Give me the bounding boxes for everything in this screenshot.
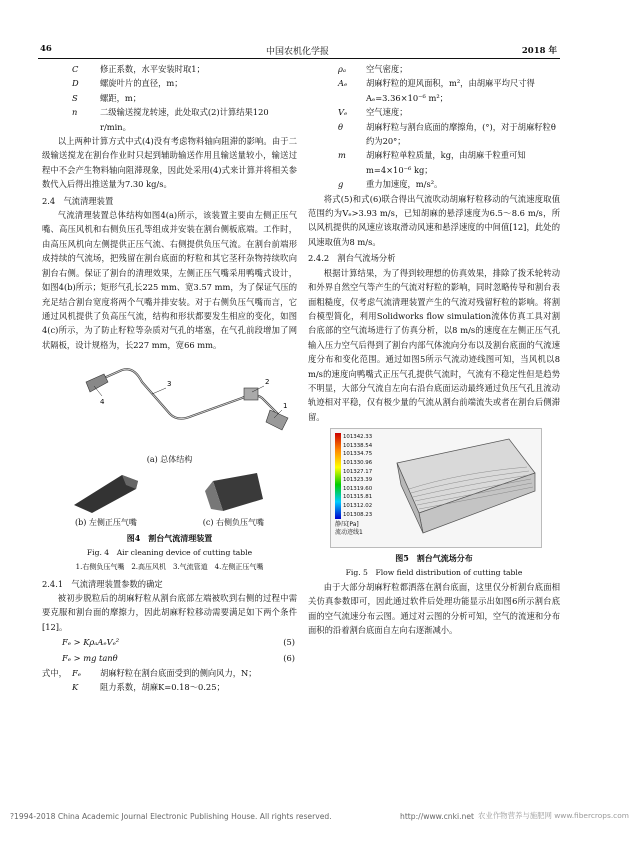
definition-item — [42, 105, 297, 134]
footer-url[interactable]: http://www.cnki.net — [400, 812, 474, 821]
header-rule — [38, 58, 560, 59]
equation-text: Fₑ > mg tanθ — [62, 652, 118, 663]
symbol: m — [338, 150, 346, 161]
where-label: 式中， — [42, 668, 67, 678]
definition-text: 二级输送搅龙转速，此处取式(2)计算结果120 r/min。 — [100, 107, 269, 132]
subcaption-row — [42, 515, 297, 530]
figure-title-en: Fig. 5 Flow field distribution of cutting table — [345, 567, 523, 577]
symbol: D — [72, 78, 79, 89]
trace-label: 流动迹线1 — [335, 529, 363, 537]
figure-title-en: Fig. 4 Air cleaning device of cutting table — [86, 547, 253, 557]
figure-4 — [42, 356, 297, 574]
left-nozzle-drawing — [66, 469, 146, 515]
figure-5 — [308, 428, 560, 580]
part-label: 2 — [265, 378, 270, 387]
watermark: 农业作物营养与施肥网 www.fibercrops.com — [478, 811, 629, 820]
scale-values — [343, 433, 372, 519]
page-number: 46 — [40, 44, 52, 54]
pressure-legend — [335, 433, 372, 519]
equation-number: (6) — [283, 652, 295, 663]
part-label: 3 — [167, 380, 172, 389]
definition-text: 螺距，m； — [100, 92, 142, 103]
definition-item — [308, 62, 560, 76]
definition-item — [42, 666, 297, 680]
left-nozzle — [86, 374, 108, 392]
definition-item — [308, 120, 560, 149]
scale-value: 101330.96 — [343, 459, 373, 466]
scale-value: 101342.33 — [343, 434, 373, 441]
paragraph: 由于大部分胡麻籽粒都洒落在割台底面，这里仅分析割台底面相关仿真参数即可，因此通过软件后处理功能显示出如图6所示割台底面的空气流速分布云图。通过对云图的分析可知，空气的流速和分布面积的沿着割台底面自左向右逐渐减小。 — [308, 581, 560, 636]
header-flow-field — [389, 433, 539, 543]
definition-item — [42, 76, 297, 90]
symbol: S — [72, 92, 78, 103]
definition-text: 阻力系数，胡麻K=0.18～0.25； — [100, 682, 225, 693]
figure-subcaption: (a) 总体结构 — [146, 454, 193, 464]
definition-text: 胡麻籽粒单粒质量，kg，由胡麻千粒重可知m=4×10⁻⁶ kg； — [366, 150, 526, 175]
definition-item — [308, 148, 560, 177]
right-nozzle-drawing — [193, 469, 273, 515]
definition-text: 胡麻籽粒的迎风面积，m²，由胡麻平均尺寸得Aₑ=3.36×10⁻⁶ m²； — [366, 78, 535, 103]
paragraph: 将式(5)和式(6)联合得出气流吹动胡麻籽粒移动的气流速度取值范围约为Vₑ>3.93 m/s，已知胡麻的悬浮速度为6.5～8.6 m/s，所以风机提供的风速应该取滑动风速和悬浮速度的中间值[12]，此处的风速取值为8 m/s。 — [308, 193, 560, 247]
definition-text: 螺旋叶片的直径，m； — [100, 78, 183, 89]
left-column — [42, 62, 297, 695]
definition-item — [42, 680, 297, 694]
definition-item — [42, 91, 297, 105]
equation-5 — [42, 635, 297, 649]
year: 2018 年 — [521, 46, 557, 56]
definition-text: 胡麻籽粒在割台底面受到的侧向风力，N； — [100, 668, 257, 678]
definition-text: 重力加速度，m/s²。 — [366, 179, 443, 190]
figure-subcaption: (b) 左侧正压气嘴 — [74, 517, 137, 527]
paragraph: 气流清理装置总体结构如图4(a)所示，该装置主要由左侧正压气嘴、高压风机和右侧负压孔等组成并安装在割台侧板底端。工作时，由高压风机向左侧提供正压气流、右侧提供负压气流。在割台前端形成持续的气流场，把残留在割台底面的籽粒和其它茎秆杂物持续吹向割台右侧。保证了割台的清理效果，左侧正压气嘴采用鸭嘴式设计，如图4(b)所示；矩形气孔长225 mm、宽3.57 mm，为了保证气压的充足结合割台宽度将两个气嘴并排安装。对于右侧负压气嘴而言，它通过风机提供了负高压气流，结构和形状都要发生相应的变化，如图4(c)所示，为了防止籽粒等杂质对气孔的堵塞，在气孔前段增加了网状隔板，设计规格为，长227 mm，宽66 mm。 — [42, 210, 297, 350]
overall-structure-drawing — [42, 356, 297, 456]
paragraph: 被初步脱粒后的胡麻籽粒从割台底部左端被吹到右侧的过程中需要克服和割台面的摩擦力，因此胡麻籽粒移动需要满足如下两个条件[12]。 — [42, 592, 297, 632]
figure-subcaption: (c) 右侧负压气嘴 — [202, 517, 265, 527]
equation-6 — [42, 651, 297, 665]
paragraph: 根据计算结果，为了得到较理想的仿真效果，排除了拨禾轮转动和外界自然空气等产生的气流对籽粒的影响，同时忽略传导和割台表面粗糙度，仅考虑气流清理装置产生的气流对残留籽粒的影响。将割台模型简化，利用Solidworks flow simulation流体仿真工具对割台底部的空气流场进行了仿真分析，以8 m/s的速度在左侧正压气孔输入压力空气后得到了割台内部气体流向分布以及割台底面的气流速度分布和变化范围。通过如图5所示气流动迹线图可知，当风机以8 m/s的速度向鸭嘴式正压气孔提供气流时，气流有不稳定性但是趋势不明显，大部分气流自左向右沿台底面运动最终通过负压气孔且流动轨迹相对平稳，仅有极少量的气流从割台前端流失或者在割台后侧滞留。 — [308, 267, 560, 422]
section-heading: 2.4.2 割台气流场分析 — [308, 253, 396, 264]
symbol: θ — [338, 121, 343, 132]
scale-value: 101312.02 — [343, 502, 373, 509]
flow-simulation-image — [330, 428, 542, 548]
legend-labels — [335, 521, 363, 537]
scale-value: 101319.60 — [343, 485, 373, 492]
journal-title: 中国农机化学报 — [265, 47, 329, 57]
right-column — [308, 62, 560, 638]
section-heading: 2.4 气流清理装置 — [42, 195, 114, 206]
definition-text: 修正系数，水平安装时取1； — [100, 64, 205, 74]
scale-value: 101308.23 — [343, 511, 373, 518]
copyright-text: ?1994-2018 China Academic Journal Electronic Publishing House. All rights reserved. — [10, 812, 332, 821]
section-heading: 2.4.1 气流清理装置参数的确定 — [42, 578, 163, 589]
symbol: ρₐ — [338, 64, 346, 74]
symbol: Aₑ — [338, 78, 348, 89]
nozzle-row — [42, 469, 297, 515]
definition-item — [308, 177, 560, 191]
symbol: g — [338, 179, 344, 190]
figure-legend: 1.右侧负压气嘴 2.高压风机 3.气流管道 4.左侧正压气嘴 — [75, 563, 264, 572]
definition-item — [308, 76, 560, 105]
part-label: 1 — [283, 402, 288, 411]
equation-number: (5) — [283, 637, 295, 648]
symbol: n — [72, 107, 78, 118]
scale-value: 101338.54 — [343, 442, 373, 449]
scale-value: 101315.81 — [343, 494, 373, 501]
definition-item — [42, 62, 297, 76]
symbol: Fₑ — [72, 668, 81, 678]
figure-title: 图5 割台气流场分布 — [395, 553, 473, 564]
part-label: 4 — [100, 398, 105, 407]
definition-item — [308, 105, 560, 119]
equation-text: Fₑ > KρₐAₑVₑ² — [62, 637, 120, 648]
pressure-unit-label: 静压[Pa] — [335, 521, 359, 529]
definition-text: 胡麻籽粒与割台底面的摩擦角，(°)，对于胡麻籽粒θ约为20°； — [366, 121, 556, 147]
color-scale-bar — [335, 433, 341, 519]
figure-title: 图4 割台气流清理装置 — [126, 533, 213, 544]
definition-text: 空气密度； — [366, 64, 408, 74]
right-nozzle — [266, 410, 288, 430]
scale-value: 101327.17 — [343, 468, 373, 475]
symbol: C — [72, 64, 79, 74]
symbol: K — [72, 682, 79, 693]
symbol: Vₑ — [338, 107, 348, 118]
paragraph: 以上两种计算方式中式(4)没有考虑物料轴向阻滞的影响。由于二级输送搅龙在割台作业时只起到辅助输送作用且输送量较小，输送过程中不会产生物料轴向阻滞现象，因此处采用(4)式来计算并将相关参数代入后得出推送量为7.30 kg/s。 — [42, 136, 297, 190]
scale-value: 101323.39 — [343, 477, 373, 484]
definition-text: 空气速度； — [366, 107, 408, 118]
scale-value: 101334.75 — [343, 451, 373, 458]
